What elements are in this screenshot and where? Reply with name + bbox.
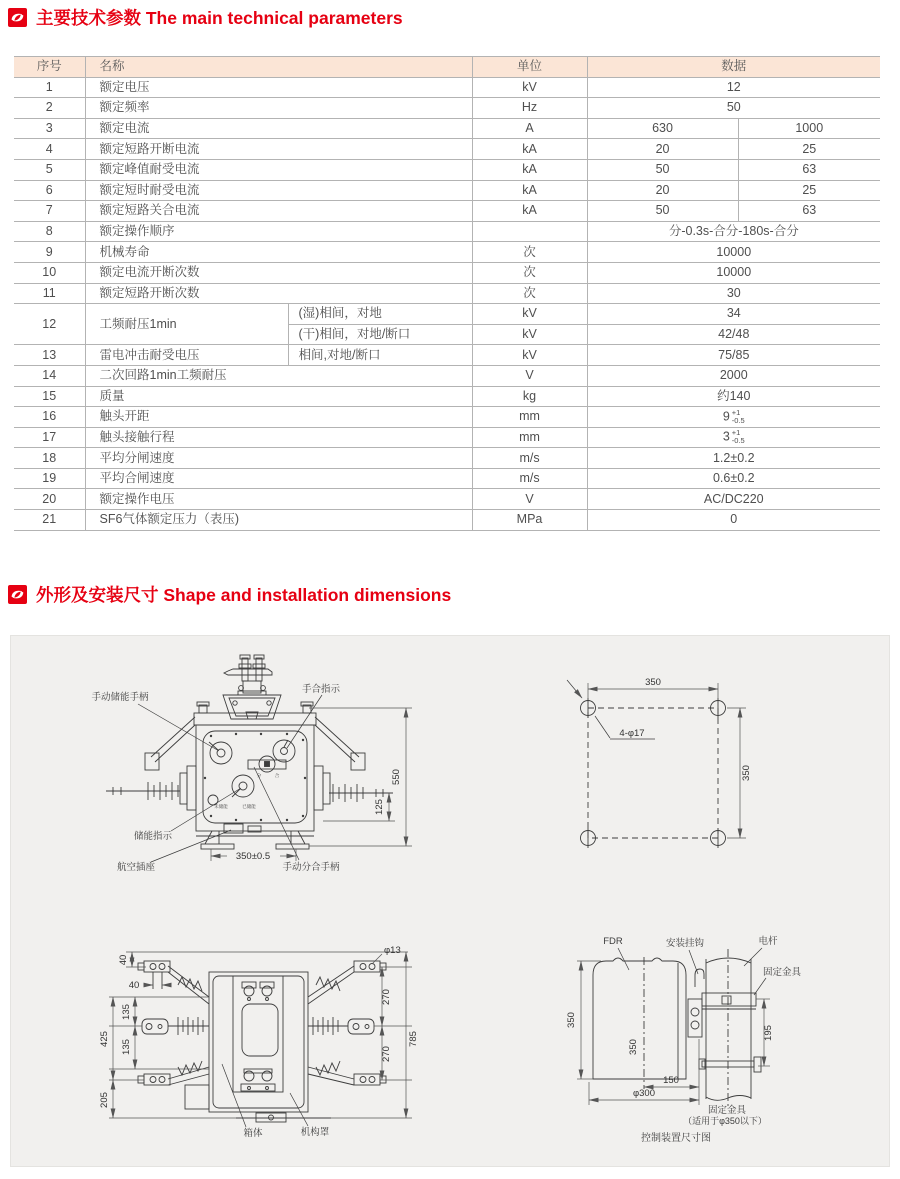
table-row: (干)相间，对地/断口 kV 42/48 (14, 324, 880, 345)
table-row: 11 额定短路开断次数 次 30 (14, 283, 880, 304)
label-close: 合 (274, 773, 280, 778)
table-row: 15 质量 kg 约140 (14, 386, 880, 407)
label-charged: 已储能 (242, 804, 256, 809)
dim-width-350: 350±0.5 (235, 851, 271, 862)
dim-270-lower: 270 (381, 1046, 392, 1062)
dim-hole-width: 350 (645, 677, 661, 688)
dim-40-horizontal: 40 (128, 980, 140, 991)
table-row: 3 额定电流 A 630 1000 (14, 118, 880, 139)
dim-205: 205 (99, 1092, 110, 1108)
table-row: 14 二次回路1min工频耐压 V 2000 (14, 365, 880, 386)
hole-pattern-drawing (531, 648, 881, 883)
col-header-unit: 单位 (472, 57, 587, 78)
dim-350-inner: 350 (628, 1039, 639, 1055)
dim-hole-height: 350 (741, 765, 752, 781)
table-header-row (14, 57, 880, 78)
caption-control-device: 控制装置尺寸图 (641, 1133, 711, 1144)
parameters-table-wrap (14, 56, 880, 531)
label-hole-spec: 4-φ17 (619, 728, 645, 739)
label-storage-indicator: 储能指示 (133, 831, 173, 842)
table-row: 1 额定电压 kV 12 (14, 77, 880, 98)
table-row: 12 工频耐压1min (湿)相间，对地 kV 34 (14, 304, 880, 325)
section1-title (8, 5, 403, 30)
dim-dia13: φ13 (384, 945, 401, 956)
tolerance-stack: +1 -0.5 (731, 428, 745, 446)
label-box-body: 箱体 (243, 1128, 263, 1139)
table-row: 7 额定短路关合电流 kA 50 63 (14, 201, 880, 222)
top-view-drawing (86, 919, 441, 1164)
dim-135-upper: 135 (121, 1004, 132, 1020)
table-row: 2 额定频率 Hz 50 (14, 98, 880, 119)
table-row: 13 雷电冲击耐受电压 相间,对地/断口 kV 75/85 (14, 345, 880, 366)
dim-offset-125: 125 (374, 799, 385, 815)
dim-785: 785 (408, 1031, 419, 1047)
table-row: 10 额定电流开断次数 次 10000 (14, 262, 880, 283)
label-close-indicator: 手合指示 (301, 684, 341, 695)
label-not-charged: 未储能 (214, 804, 228, 809)
table-row: 9 机械寿命 次 10000 (14, 242, 880, 263)
label-open: 分 (256, 773, 262, 778)
caption-fixture-range: （适用于φ350以下） (683, 1116, 767, 1126)
dim-195: 195 (763, 1025, 774, 1041)
tolerance-stack: +1 -0.5 (731, 407, 745, 425)
section-bullet-icon (8, 8, 27, 27)
label-switch-handle: 手动分合手柄 (282, 862, 340, 873)
table-row: 6 额定短时耐受电流 kA 20 25 (14, 180, 880, 201)
section2-title (8, 582, 451, 607)
table-row: 8 额定操作顺序 分-0.3s-合分-180s-合分 (14, 221, 880, 242)
dim-height-550: 550 (391, 769, 402, 785)
tolerance-base: 9 (722, 408, 730, 423)
dim-350-outer: 350 (566, 1012, 577, 1028)
label-pole: 电杆 (758, 936, 778, 947)
table-row: 21 SF6气体额定压力（表压) MPa 0 (14, 510, 880, 531)
section-bullet-icon (8, 585, 27, 604)
label-storage-handle: 手动储能手柄 (91, 692, 149, 703)
dim-135-lower: 135 (121, 1039, 132, 1055)
table-row: 17 触头接触行程 mm 3 +1 -0.5 (14, 427, 880, 448)
col-header-data: 数据 (587, 57, 880, 78)
front-view-drawing (91, 648, 421, 906)
table-row: 20 额定操作电压 V AC/DC220 (14, 489, 880, 510)
tolerance-base: 3 (722, 429, 730, 444)
pole-mount-drawing (556, 919, 886, 1164)
parameters-table (14, 56, 880, 531)
dim-425: 425 (99, 1031, 110, 1047)
col-header-name: 名称 (85, 57, 472, 78)
dim-150: 150 (663, 1075, 679, 1086)
table-row: 4 额定短路开断电流 kA 20 25 (14, 139, 880, 160)
caption-fixture: 固定金具 (707, 1105, 747, 1116)
table-row: 18 平均分闸速度 m/s 1.2±0.2 (14, 448, 880, 469)
table-row: 5 额定峰值耐受电流 kA 50 63 (14, 159, 880, 180)
label-mechanism-cover: 机构罩 (300, 1127, 330, 1138)
dim-270-upper: 270 (381, 989, 392, 1005)
label-mounting-hook: 安装挂钩 (665, 938, 705, 949)
label-aviation-socket: 航空插座 (116, 862, 156, 873)
label-fdr: FDR (603, 936, 623, 947)
col-header-no: 序号 (14, 57, 85, 78)
label-fixture: 固定金具 (762, 967, 802, 978)
section1-title-text: 主要技术参数 The main technical parameters (36, 8, 403, 28)
drawings-panel (10, 635, 890, 1167)
dim-dia300: φ300 (632, 1088, 656, 1099)
table-row: 19 平均合闸速度 m/s 0.6±0.2 (14, 468, 880, 489)
dim-40-vertical: 40 (118, 954, 129, 966)
section2-title-text: 外形及安装尺寸 Shape and installation dimensions (36, 585, 452, 605)
table-row: 16 触头开距 mm 9 +1 -0.5 (14, 407, 880, 428)
